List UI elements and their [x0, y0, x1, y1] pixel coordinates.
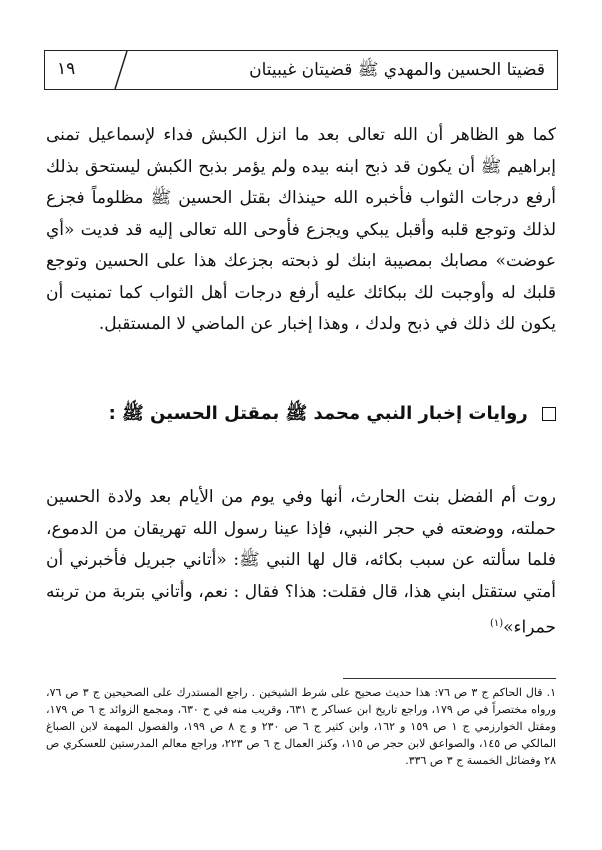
paragraph-1: كما هو الظاهر أن الله تعالى بعد ما انزل الكبش فداء لإسماعيل تمنى إبراهيم ﷺ أن يكون قد ذبح ابنه بيده ولم يؤمر بذبح الكبش ليستحق بذلك أرفع درجات الثواب فأخبره الله حينذاك بقتل الحسين ﷺ مظلوماً فجزع لذلك وتوجع قلبه وأقبل يبكي ويجزع فأوحى الله تعالى إليه قد فديت «أي عوضت» مصابك بمصيبة ابنك لو ذبحته بجزعك هذا على الحسين وتوجع قلبك له وأوجبت لك ببكائك عليه أرفع درجات أهل الثواب كما تمنيت أن يكون لك ذلك في ذبح ولدك ، وهذا إخبار عن الماضي لا المستقبل. [46, 125, 556, 334]
header-divider-icon [107, 51, 135, 89]
running-header [44, 50, 558, 90]
footnote: ١. قال الحاكم ج ٣ ص ٧٦: هذا حديث صحيح على شرط الشيخين . راجع المستدرك على الصحيحين ج ٣ ص ٧٦، ورواه مختصراً في ص ١٧٩، وراجع تاريخ ابن عساكر ح ٦٣١، وقريب منه في ح ٦٣٠، ومجمع الزوائد ج ٦ ص ١٧٩، ومقتل الخوارزمي ج ١ ص ١٥٩ و ١٦٢، وابن كثير ج ٦ ص ٢٣٠ و ج ٨ ص ١٩٩، والفصول المهمة لابن الصباغ المالكي ص ١٤٥، والصواعق لابن حجر ص ١١٥، وكنز العمال ج ٦ ص ٢٢٣، وراجع معالم المدرستين للعسكري ص ٢٨ وفضائل الخمسة ج ٣ ص ٣٣٦. [46, 686, 557, 767]
page-number: ١٩ [57, 59, 76, 79]
section-heading [46, 402, 556, 428]
section-heading-text: روايات إخبار النبي محمد ﷺ بمقتل الحسين ﷺ : [108, 403, 528, 424]
footnote-separator [343, 678, 556, 679]
footnote-marker: (١) [489, 618, 504, 629]
paragraph-2-text: روت أم الفضل بنت الحارث، أنها وفي يوم من الأيام بعد ولادة الحسين حملته، ووضعته في حجر النبي، فإذا عينا رسول الله تهريقان من الدموع، فلما سألته عن سبب بكائه، قال لها النبي ﷺ: «أتاني جبريل فأخبرني أن أمتي ستقتل ابني هذا، قال فقلت: هذا؟ فقال : نعم، وأتاني بتربة من تربته حمراء» [46, 487, 556, 638]
square-bullet-icon [542, 407, 556, 421]
paragraph-2 [46, 482, 556, 644]
header-title: قضيتا الحسين والمهدي ﷺ قضيتان غيبيتان [249, 60, 545, 80]
